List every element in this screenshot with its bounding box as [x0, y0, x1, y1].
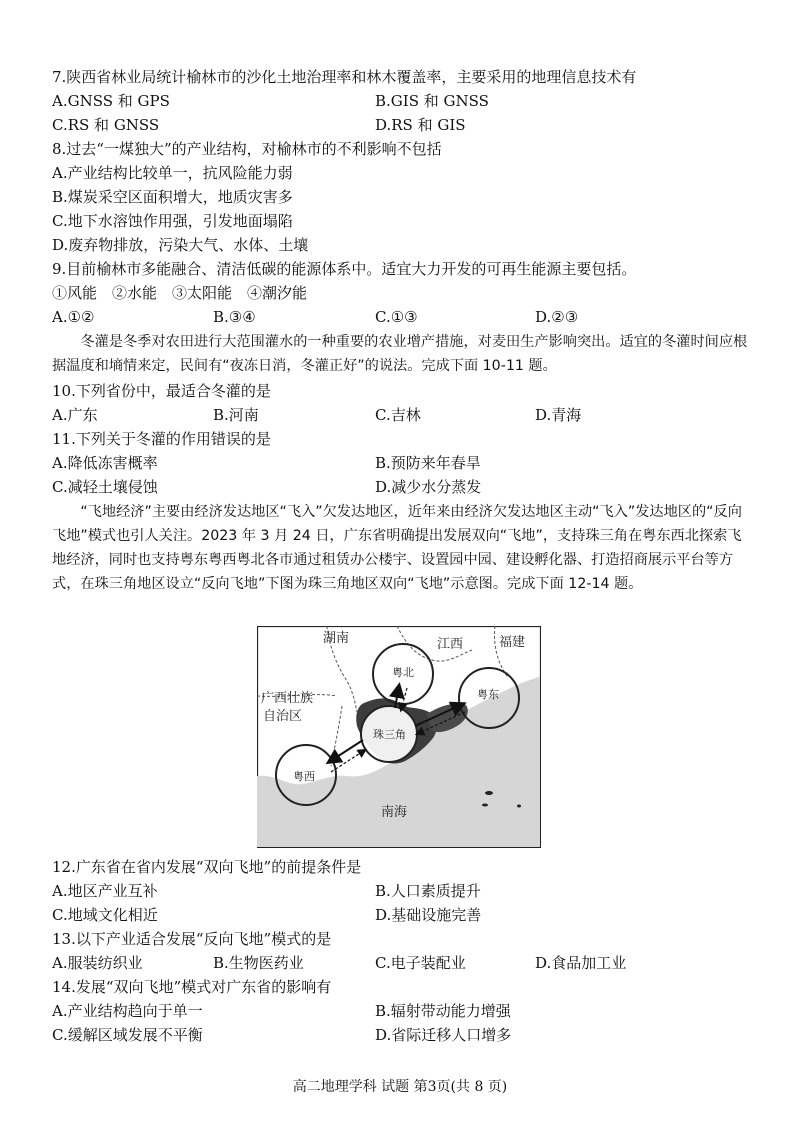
- q7-option-c: C.RS 和 GNSS: [52, 116, 160, 134]
- q10-option-c: C.吉林: [375, 406, 421, 424]
- q10-option-b: B.河南: [213, 406, 259, 424]
- label-zhusanjiao: 珠三角: [373, 728, 406, 741]
- page-footer: 高二地理学科 试题 第3页(共 8 页): [292, 1079, 508, 1095]
- q14-option-c: C.缓解区域发展不平衡: [52, 1026, 203, 1044]
- q12-stem: 12.广东省在省内发展“双向飞地”的前提条件是: [52, 858, 362, 876]
- label-guangxi-line2: 自治区: [263, 709, 303, 724]
- q11-option-b: B.预防来年春旱: [375, 454, 481, 472]
- q9-option-c: C.①③: [375, 308, 418, 326]
- q14-option-d: D.省际迁移人口增多: [375, 1026, 512, 1044]
- q8-option-d: D.废弃物排放，污染大气、水体、土壤: [52, 236, 309, 254]
- q7-option-a: A.GNSS 和 GPS: [52, 92, 170, 110]
- q12-option-b: B.人口素质提升: [375, 882, 481, 900]
- q8-option-c: C.地下水溶蚀作用强，引发地面塌陷: [52, 212, 293, 230]
- q14-option-b: B.辐射带动能力增强: [375, 1002, 511, 1020]
- pearl-river-delta-enclave-map: [257, 626, 541, 848]
- q9-stem: 9.目前榆林市多能融合、清洁低碳的能源体系中。适宜大力开发的可再生能源主要包括。: [52, 260, 637, 278]
- q13-option-a: A.服装纺织业: [52, 954, 143, 972]
- label-guangxi-line1: 广西壮族: [261, 691, 314, 706]
- q9-option-a: A.①②: [52, 308, 95, 326]
- q11-stem: 11.下列关于冬灌的作用错误的是: [52, 430, 271, 448]
- q8-option-b: B.煤炭采空区面积增大，地质灾害多: [52, 188, 293, 206]
- q7-option-b: B.GIS 和 GNSS: [375, 92, 489, 110]
- passage-winter-irrigation: 冬灌是冬季对农田进行大范围灌水的一种重要的农业增产措施，对麦田生产影响突出。适宜的冬灌时间应根据温度和墒情来定，民间有“夜冻日消，冬灌正好”的说法。完成下面 10-11 题。: [52, 334, 748, 374]
- label-hunan: 湖南: [323, 631, 350, 646]
- q10-option-a: A.广东: [52, 406, 98, 424]
- label-yuedong: 粤东: [477, 688, 499, 701]
- label-yuexi: 粤西: [293, 770, 315, 783]
- label-yuebei: 粤北: [392, 666, 414, 679]
- q9-option-b: B.③④: [213, 308, 256, 326]
- q14-stem: 14.发展“双向飞地”模式对广东省的影响有: [52, 978, 332, 996]
- q9-items: ①风能 ②水能 ③太阳能 ④潮汐能: [52, 284, 308, 302]
- island-1: [485, 791, 493, 795]
- q7-option-d: D.RS 和 GIS: [375, 116, 466, 134]
- q11-option-d: D.减少水分蒸发: [375, 478, 482, 496]
- passage-enclave-economy: “飞地经济”主要由经济发达地区“飞入”欠发达地区，近年来由经济欠发达地区主动“飞入”发达地区的“反向飞地”模式也引人关注。2023 年 3 月 24 日，广东省明确提出发展双向“飞地”，支持珠三角在粤东西北探索飞地经济，同时也支持粤东粤西粤北各市通过租赁办公楼宇、设置园中园、建设孵化器、打造招商展示平台等方式，在珠三角地区设立“反向飞地”下图为珠三角地区双向“飞地”示意图。完成下面 12-14 题。: [52, 504, 742, 592]
- q10-stem: 10.下列省份中，最适合冬灌的是: [52, 382, 271, 400]
- label-nanhai: 南海: [381, 805, 408, 820]
- q7-stem: 7.陕西省林业局统计榆林市的沙化土地治理率和林木覆盖率，主要采用的地理信息技术有: [52, 68, 637, 86]
- q12-option-c: C.地域文化相近: [52, 906, 158, 924]
- q8-stem: 8.过去“一煤独大”的产业结构，对榆林市的不利影响不包括: [52, 140, 442, 158]
- q12-option-a: A.地区产业互补: [52, 882, 158, 900]
- island-2: [482, 804, 488, 807]
- q14-option-a: A.产业结构趋向于单一: [52, 1002, 203, 1020]
- q8-option-a: A.产业结构比较单一，抗风险能力弱: [52, 164, 293, 182]
- label-fujian: 福建: [499, 635, 526, 650]
- q9-option-d: D.②③: [535, 308, 579, 326]
- q10-option-d: D.青海: [535, 406, 582, 424]
- q11-option-c: C.减轻土壤侵蚀: [52, 478, 158, 496]
- label-jiangxi: 江西: [437, 637, 464, 652]
- q13-option-b: B.生物医药业: [213, 954, 304, 972]
- q13-option-d: D.食品加工业: [535, 954, 627, 972]
- q11-option-a: A.降低冻害概率: [52, 454, 158, 472]
- q12-option-d: D.基础设施完善: [375, 906, 482, 924]
- q13-stem: 13.以下产业适合发展“反向飞地”模式的是: [52, 930, 332, 948]
- q13-option-c: C.电子装配业: [375, 954, 466, 972]
- island-3: [517, 805, 521, 808]
